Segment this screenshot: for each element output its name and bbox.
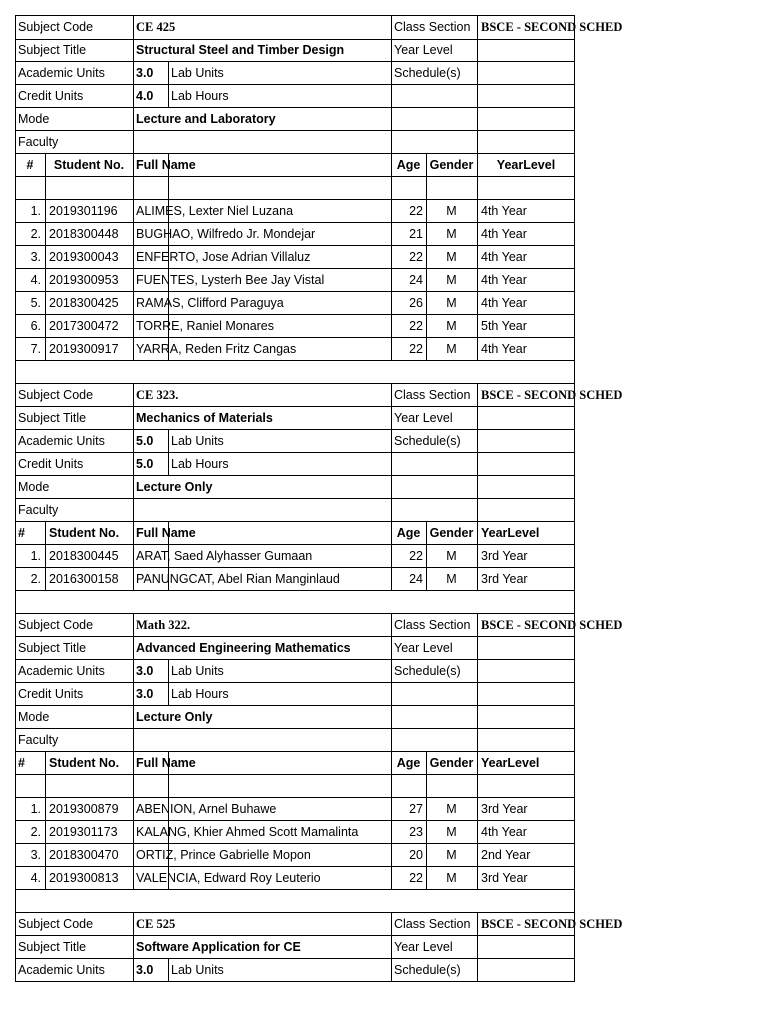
lab-hours-label: Lab Hours xyxy=(171,687,229,701)
student-age: 24 xyxy=(409,572,423,586)
schedules-label: Schedule(s) xyxy=(394,434,461,448)
mode-label: Mode xyxy=(18,480,50,494)
student-row xyxy=(15,338,575,361)
student-id: 2018300448 xyxy=(49,227,119,241)
subject-title-label: Subject Title xyxy=(18,411,87,425)
subject-title-label: Subject Title xyxy=(18,641,87,655)
credit-units-label: Credit Units xyxy=(18,89,84,103)
student-id: 2019301173 xyxy=(49,825,118,839)
student-year-level: 4th Year xyxy=(481,227,527,241)
student-table-header xyxy=(15,154,575,177)
student-gender: M xyxy=(446,825,457,839)
student-row xyxy=(15,821,575,844)
header-full-name: Full Name xyxy=(136,756,196,770)
subject-code-label: Subject Code xyxy=(18,20,94,34)
student-year-level: 4th Year xyxy=(481,273,527,287)
student-year-level: 4th Year xyxy=(481,825,527,839)
student-row xyxy=(15,844,575,867)
student-gender: M xyxy=(446,204,457,218)
schedules-label: Schedule(s) xyxy=(394,66,461,80)
academic-units-label: Academic Units xyxy=(18,963,105,977)
student-year-level: 4th Year xyxy=(481,296,527,310)
class-section-label: Class Section xyxy=(394,388,471,402)
student-age: 22 xyxy=(409,319,423,333)
subject-title-value: Software Application for CE xyxy=(136,940,301,954)
student-age: 23 xyxy=(409,825,423,839)
subject-title-label: Subject Title xyxy=(18,43,87,57)
student-name: ARAT, Saed Alyhasser Gumaan xyxy=(136,549,313,563)
header-year-level: YearLevel xyxy=(481,756,540,770)
academic-units-label: Academic Units xyxy=(18,664,105,678)
lab-hours-label: Lab Hours xyxy=(171,457,229,471)
student-number: 6. xyxy=(30,319,41,333)
student-year-level: 4th Year xyxy=(481,250,527,264)
subject-title-label: Subject Title xyxy=(18,940,87,954)
credit-units-label: Credit Units xyxy=(18,457,84,471)
student-age: 20 xyxy=(409,848,423,862)
blank-row xyxy=(15,890,575,913)
student-year-level: 3rd Year xyxy=(481,871,528,885)
student-name: RAMAS, Clifford Paraguya xyxy=(136,296,284,310)
student-id: 2018300425 xyxy=(49,296,119,310)
student-gender: M xyxy=(446,549,457,563)
student-number: 2. xyxy=(30,227,41,241)
lab-units-label: Lab Units xyxy=(171,434,224,448)
student-year-level: 5th Year xyxy=(481,319,527,333)
student-row xyxy=(15,867,575,890)
student-row xyxy=(15,315,575,338)
student-gender: M xyxy=(446,802,457,816)
student-name: KALANG, Khier Ahmed Scott Mamalinta xyxy=(136,825,359,839)
student-name: ALIMES, Lexter Niel Luzana xyxy=(136,204,294,218)
credit-units-row xyxy=(15,85,575,108)
student-row xyxy=(15,568,575,591)
credit-units-value: 3.0 xyxy=(136,687,154,701)
student-name: ABENION, Arnel Buhawe xyxy=(136,802,277,816)
student-name: FUENTES, Lysterh Bee Jay Vistal xyxy=(136,273,325,287)
faculty-row xyxy=(15,499,575,522)
student-name: PANUNGCAT, Abel Rian Manginlaud xyxy=(136,572,340,586)
header-full-name: Full Name xyxy=(136,158,196,172)
class-section-value: BSCE - SECOND SCHED xyxy=(481,618,623,632)
mode-row xyxy=(15,706,575,729)
student-id: 2018300445 xyxy=(49,549,119,563)
academic-units-value: 3.0 xyxy=(136,664,154,678)
header-gender: Gender xyxy=(429,158,474,172)
student-name: BUGHAO, Wilfredo Jr. Mondejar xyxy=(136,227,316,241)
student-age: 22 xyxy=(409,204,423,218)
header-gender: Gender xyxy=(429,526,474,540)
header-student-no: Student No. xyxy=(53,158,125,172)
student-row xyxy=(15,798,575,821)
header-number: # xyxy=(26,158,34,172)
student-row xyxy=(15,292,575,315)
mode-row xyxy=(15,108,575,131)
academic-units-value: 5.0 xyxy=(136,434,154,448)
student-id: 2019300953 xyxy=(49,273,119,287)
student-name: ORTIZ, Prince Gabrielle Mopon xyxy=(136,848,311,862)
faculty-label: Faculty xyxy=(18,135,59,149)
subject-code-row xyxy=(15,384,623,407)
mode-label: Mode xyxy=(18,710,50,724)
subject-code-row xyxy=(15,15,623,40)
mode-value: Lecture Only xyxy=(136,710,213,724)
subject-code-value: Math 322. xyxy=(136,618,191,632)
student-id: 2016300158 xyxy=(49,572,119,586)
student-number: 4. xyxy=(30,273,41,287)
student-id: 2019300879 xyxy=(49,802,119,816)
header-full-name: Full Name xyxy=(136,526,196,540)
mode-value: Lecture Only xyxy=(136,480,213,494)
header-number: # xyxy=(18,526,25,540)
subject-title-value: Structural Steel and Timber Design xyxy=(136,43,345,57)
academic-units-row xyxy=(15,62,575,85)
student-year-level: 3rd Year xyxy=(481,549,528,563)
credit-units-row xyxy=(15,453,575,476)
student-name: TORRE, Raniel Monares xyxy=(136,319,275,333)
header-year-level: YearLevel xyxy=(481,526,540,540)
faculty-label: Faculty xyxy=(18,733,59,747)
student-number: 2. xyxy=(30,572,41,586)
credit-units-label: Credit Units xyxy=(18,687,84,701)
student-name: YARRA, Reden Fritz Cangas xyxy=(136,342,297,356)
academic-units-label: Academic Units xyxy=(18,434,105,448)
lab-units-label: Lab Units xyxy=(171,66,224,80)
student-number: 1. xyxy=(30,549,41,563)
header-year-level: YearLevel xyxy=(496,158,556,172)
subject-code-label: Subject Code xyxy=(18,618,94,632)
student-gender: M xyxy=(446,250,457,264)
schedules-label: Schedule(s) xyxy=(394,664,461,678)
schedules-label: Schedule(s) xyxy=(394,963,461,977)
student-number: 2. xyxy=(30,825,41,839)
student-table-header xyxy=(15,522,575,545)
year-level-label: Year Level xyxy=(394,43,453,57)
class-section-label: Class Section xyxy=(394,20,471,34)
faculty-label: Faculty xyxy=(18,503,59,517)
student-row xyxy=(15,269,575,292)
credit-units-value: 5.0 xyxy=(136,457,154,471)
student-gender: M xyxy=(446,572,457,586)
subject-title-row xyxy=(15,936,575,959)
student-number: 7. xyxy=(30,342,41,356)
credit-units-row xyxy=(15,683,575,706)
student-id: 2017300472 xyxy=(49,319,119,333)
blank-row xyxy=(15,177,575,200)
student-row xyxy=(15,200,575,223)
student-gender: M xyxy=(446,848,457,862)
header-age: Age xyxy=(396,158,421,172)
student-age: 22 xyxy=(409,871,423,885)
mode-value: Lecture and Laboratory xyxy=(136,112,276,126)
class-section-label: Class Section xyxy=(394,917,471,931)
mode-label: Mode xyxy=(18,112,50,126)
blank-row xyxy=(15,361,575,384)
header-gender: Gender xyxy=(429,756,474,770)
student-row xyxy=(15,545,575,568)
student-year-level: 4th Year xyxy=(481,342,527,356)
student-number: 3. xyxy=(30,848,41,862)
student-id: 2019300917 xyxy=(49,342,119,356)
student-gender: M xyxy=(446,227,457,241)
mode-row xyxy=(15,476,575,499)
subject-title-value: Mechanics of Materials xyxy=(136,411,273,425)
header-age: Age xyxy=(396,756,421,770)
student-gender: M xyxy=(446,871,457,885)
student-age: 24 xyxy=(409,273,423,287)
student-row xyxy=(15,223,575,246)
year-level-label: Year Level xyxy=(394,411,453,425)
student-age: 27 xyxy=(409,802,423,816)
student-number: 4. xyxy=(30,871,41,885)
class-section-value: BSCE - SECOND SCHED xyxy=(481,388,623,402)
subject-title-row xyxy=(15,407,575,430)
academic-units-row xyxy=(15,660,575,683)
student-id: 2019300813 xyxy=(49,871,119,885)
faculty-row xyxy=(15,729,575,752)
student-year-level: 3rd Year xyxy=(481,802,528,816)
student-id: 2018300470 xyxy=(49,848,119,862)
subject-code-value: CE 425 xyxy=(136,20,176,34)
subject-title-value: Advanced Engineering Mathematics xyxy=(136,641,351,655)
subject-code-row xyxy=(15,913,623,936)
class-section-value: BSCE - SECOND SCHED xyxy=(481,20,623,34)
class-section-label: Class Section xyxy=(394,618,471,632)
student-name: ENFERTO, Jose Adrian Villaluz xyxy=(136,250,311,264)
faculty-row xyxy=(15,131,575,154)
credit-units-value: 4.0 xyxy=(136,89,154,103)
student-gender: M xyxy=(446,273,457,287)
subject-title-row xyxy=(15,39,575,62)
subject-code-value: CE 525 xyxy=(136,917,176,931)
subject-code-row xyxy=(15,614,623,637)
subject-code-label: Subject Code xyxy=(18,388,94,402)
year-level-label: Year Level xyxy=(394,940,453,954)
student-table-header xyxy=(15,752,575,775)
year-level-label: Year Level xyxy=(394,641,453,655)
student-age: 22 xyxy=(409,250,423,264)
student-year-level: 3rd Year xyxy=(481,572,528,586)
academic-units-label: Academic Units xyxy=(18,66,105,80)
student-id: 2019301196 xyxy=(49,204,118,218)
header-student-no: Student No. xyxy=(49,756,120,770)
header-student-no: Student No. xyxy=(49,526,120,540)
student-age: 22 xyxy=(409,549,423,563)
student-year-level: 2nd Year xyxy=(481,848,531,862)
student-age: 26 xyxy=(409,296,423,310)
subject-title-row xyxy=(15,637,575,660)
class-section-value: BSCE - SECOND SCHED xyxy=(481,917,623,931)
blank-row xyxy=(15,775,575,798)
student-number: 1. xyxy=(30,802,41,816)
student-age: 22 xyxy=(409,342,423,356)
academic-units-value: 3.0 xyxy=(136,963,154,977)
student-gender: M xyxy=(446,296,457,310)
student-id: 2019300043 xyxy=(49,250,119,264)
header-number: # xyxy=(18,756,25,770)
student-gender: M xyxy=(446,319,457,333)
lab-hours-label: Lab Hours xyxy=(171,89,229,103)
student-year-level: 4th Year xyxy=(481,204,527,218)
student-number: 5. xyxy=(30,296,41,310)
student-number: 1. xyxy=(30,204,41,218)
lab-units-label: Lab Units xyxy=(171,963,224,977)
subject-code-value: CE 323. xyxy=(136,388,179,402)
header-age: Age xyxy=(396,526,421,540)
blank-row xyxy=(15,591,575,614)
academic-units-row xyxy=(15,959,575,982)
student-number: 3. xyxy=(30,250,41,264)
academic-units-row xyxy=(15,430,575,453)
lab-units-label: Lab Units xyxy=(171,664,224,678)
student-age: 21 xyxy=(409,227,423,241)
academic-units-value: 3.0 xyxy=(136,66,154,80)
student-row xyxy=(15,246,575,269)
student-gender: M xyxy=(446,342,457,356)
subject-code-label: Subject Code xyxy=(18,917,94,931)
student-name: VALENCIA, Edward Roy Leuterio xyxy=(136,871,321,885)
